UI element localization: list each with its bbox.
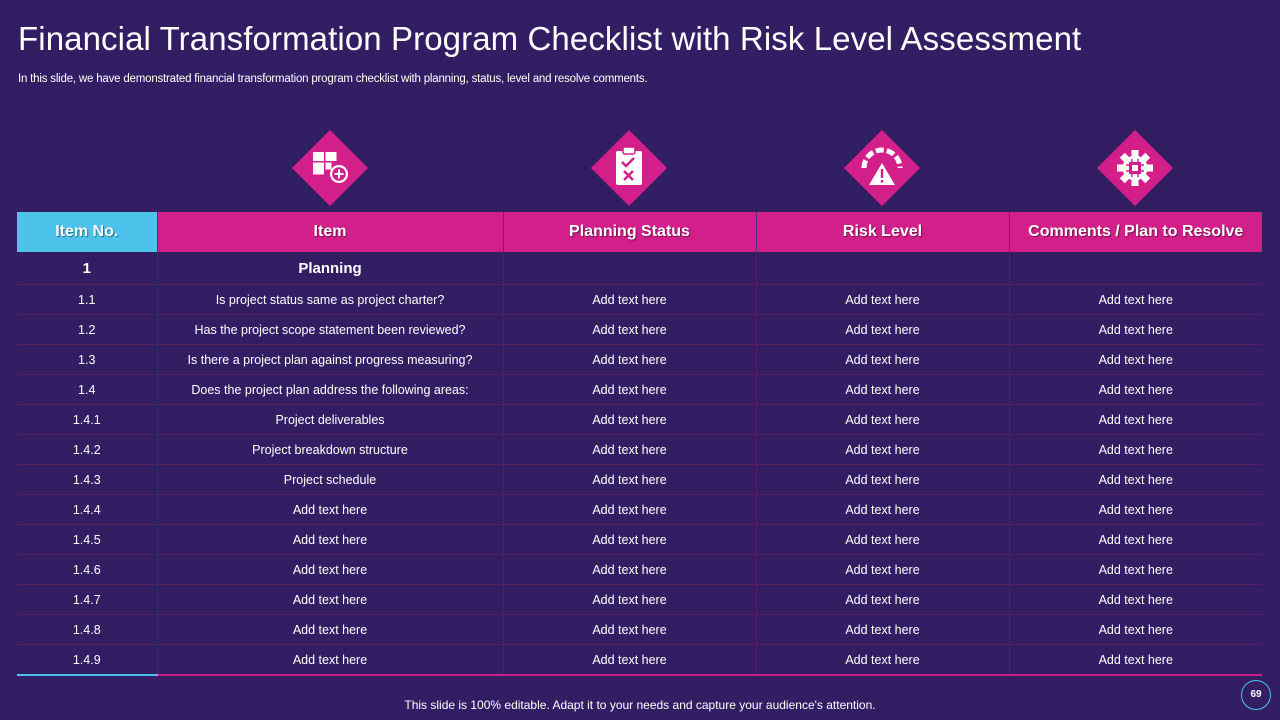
table-row xyxy=(17,615,1262,645)
item-no-cell: 1.4.9 xyxy=(17,645,157,676)
risk-level-cell: Add text here xyxy=(756,375,1009,405)
planning-status-cell: Add text here xyxy=(503,435,756,465)
item-no-cell: 1.2 xyxy=(17,315,157,345)
item-no-cell: 1.4.5 xyxy=(17,525,157,555)
planning-status-cell: Add text here xyxy=(503,645,756,676)
item-no-cell: 1.4.8 xyxy=(17,615,157,645)
planning-status-cell: Add text here xyxy=(503,465,756,495)
slide-footer: This slide is 100% editable. Adapt it to your needs and capture your audience's attention. xyxy=(404,698,876,712)
comments-cell: Add text here xyxy=(1009,435,1262,465)
planning-status-cell: Add text here xyxy=(503,405,756,435)
planning-status-cell: Add text here xyxy=(503,495,756,525)
item-cell: Add text here xyxy=(157,615,503,645)
risk-level-cell: Add text here xyxy=(756,585,1009,615)
gear-circuit-icon xyxy=(1097,130,1173,206)
table-row xyxy=(17,495,1262,525)
checklist-table xyxy=(17,212,1262,676)
item-cell: Has the project scope statement been reviewed? xyxy=(157,315,503,345)
table-row xyxy=(17,375,1262,405)
table-row xyxy=(17,555,1262,585)
comments-cell: Add text here xyxy=(1009,525,1262,555)
risk-level-cell: Add text here xyxy=(756,285,1009,315)
item-cell: Add text here xyxy=(157,525,503,555)
comments-cell: Add text here xyxy=(1009,375,1262,405)
item-no-cell: 1.4.6 xyxy=(17,555,157,585)
table-row xyxy=(17,315,1262,345)
planning-status-cell: Add text here xyxy=(503,555,756,585)
planning-status-cell: Add text here xyxy=(503,525,756,555)
risk-level-cell: Add text here xyxy=(756,315,1009,345)
comments-cell: Add text here xyxy=(1009,585,1262,615)
slide-title: Financial Transformation Program Checklist with Risk Level Assessment xyxy=(18,20,1082,57)
planning-status-cell: Add text here xyxy=(503,285,756,315)
risk-level-cell: Add text here xyxy=(756,405,1009,435)
item-cell: Project schedule xyxy=(157,465,503,495)
table-row xyxy=(17,585,1262,615)
slide-subtitle: In this slide, we have demonstrated financial transformation program checklist with planning, status, level and resolve comments. xyxy=(18,73,648,85)
page-number: 69 xyxy=(1241,680,1271,710)
comments-cell: Add text here xyxy=(1009,465,1262,495)
header-planning-status: Planning Status xyxy=(503,212,756,252)
item-cell: Add text here xyxy=(157,645,503,676)
section-title: Planning xyxy=(157,252,503,285)
item-cell: Project breakdown structure xyxy=(157,435,503,465)
table-row xyxy=(17,435,1262,465)
risk-level-cell: Add text here xyxy=(756,345,1009,375)
item-no-cell: 1.4.1 xyxy=(17,405,157,435)
planning-status-cell: Add text here xyxy=(503,345,756,375)
clipboard-check-icon xyxy=(591,130,667,206)
comments-cell: Add text here xyxy=(1009,495,1262,525)
boxes-add-icon xyxy=(292,130,368,206)
comments-cell: Add text here xyxy=(1009,615,1262,645)
header-item-no: Item No. xyxy=(17,212,157,252)
comments-cell: Add text here xyxy=(1009,345,1262,375)
table-row xyxy=(17,645,1262,676)
risk-level-cell: Add text here xyxy=(756,555,1009,585)
risk-level-cell: Add text here xyxy=(756,465,1009,495)
comments-cell: Add text here xyxy=(1009,405,1262,435)
table-header-row xyxy=(17,212,1262,252)
item-cell: Add text here xyxy=(157,585,503,615)
table-row xyxy=(17,405,1262,435)
section-status-cell xyxy=(503,252,756,285)
header-risk-level: Risk Level xyxy=(756,212,1009,252)
comments-cell: Add text here xyxy=(1009,555,1262,585)
item-no-cell: 1.4.2 xyxy=(17,435,157,465)
table-row xyxy=(17,525,1262,555)
risk-level-cell: Add text here xyxy=(756,645,1009,676)
item-no-cell: 1.4 xyxy=(17,375,157,405)
section-row xyxy=(17,252,1262,285)
table-row xyxy=(17,285,1262,315)
item-cell: Does the project plan address the following areas: xyxy=(157,375,503,405)
section-risk-cell xyxy=(756,252,1009,285)
item-cell: Add text here xyxy=(157,495,503,525)
item-no-cell: 1.1 xyxy=(17,285,157,315)
risk-level-cell: Add text here xyxy=(756,495,1009,525)
table-row xyxy=(17,345,1262,375)
risk-level-cell: Add text here xyxy=(756,435,1009,465)
item-no-cell: 1.4.7 xyxy=(17,585,157,615)
planning-status-cell: Add text here xyxy=(503,315,756,345)
section-comments-cell xyxy=(1009,252,1262,285)
item-no-cell: 1.4.4 xyxy=(17,495,157,525)
item-cell: Is there a project plan against progress measuring? xyxy=(157,345,503,375)
table-row xyxy=(17,465,1262,495)
risk-level-cell: Add text here xyxy=(756,525,1009,555)
planning-status-cell: Add text here xyxy=(503,615,756,645)
comments-cell: Add text here xyxy=(1009,645,1262,676)
comments-cell: Add text here xyxy=(1009,315,1262,345)
item-no-cell: 1.3 xyxy=(17,345,157,375)
risk-level-cell: Add text here xyxy=(756,615,1009,645)
comments-cell: Add text here xyxy=(1009,285,1262,315)
header-comments: Comments / Plan to Resolve xyxy=(1009,212,1262,252)
section-no: 1 xyxy=(17,252,157,285)
planning-status-cell: Add text here xyxy=(503,585,756,615)
planning-status-cell: Add text here xyxy=(503,375,756,405)
item-cell: Add text here xyxy=(157,555,503,585)
header-item: Item xyxy=(157,212,503,252)
item-cell: Is project status same as project charter? xyxy=(157,285,503,315)
gauge-warning-icon xyxy=(844,130,920,206)
item-no-cell: 1.4.3 xyxy=(17,465,157,495)
item-cell: Project deliverables xyxy=(157,405,503,435)
